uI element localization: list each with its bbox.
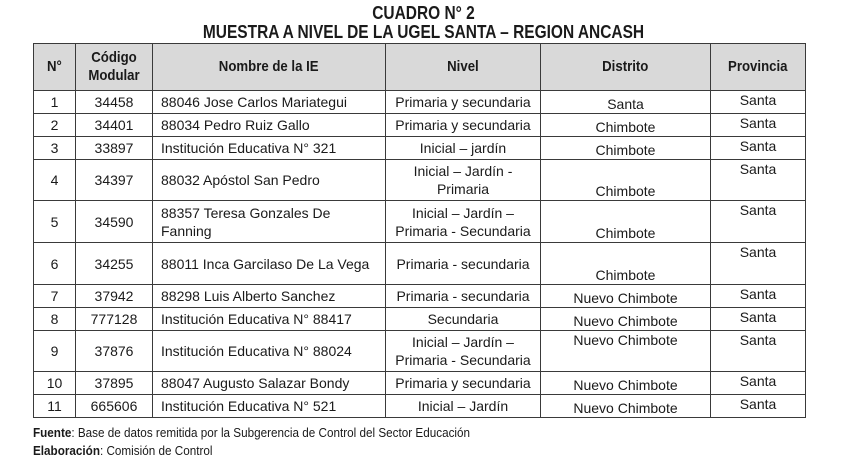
cell-nivel: Primaria - secundaria bbox=[386, 285, 541, 308]
cell-distrito: Nuevo Chimbote bbox=[541, 285, 711, 308]
cell-provincia: Santa bbox=[711, 285, 806, 308]
cell-codigo: 34401 bbox=[76, 114, 153, 137]
cell-provincia: Santa bbox=[711, 331, 806, 372]
cell-nombre: Institución Educativa N° 521 bbox=[153, 395, 386, 418]
cell-codigo: 37876 bbox=[76, 331, 153, 372]
cell-distrito: Chimbote bbox=[541, 160, 711, 201]
cell-nivel: Inicial – Jardín – Primaria - Secundaria bbox=[386, 201, 541, 243]
cell-n: 7 bbox=[34, 285, 76, 308]
cell-nombre: 88298 Luis Alberto Sanchez bbox=[153, 285, 386, 308]
prepared-by-text: : Comisión de Control bbox=[99, 443, 213, 458]
cell-codigo: 665606 bbox=[76, 395, 153, 418]
header-nombre: Nombre de la IE bbox=[153, 44, 386, 91]
cell-nivel: Inicial – Jardín – Primaria - Secundaria bbox=[386, 331, 541, 372]
cell-n: 8 bbox=[34, 308, 76, 331]
cell-codigo: 34458 bbox=[76, 91, 153, 114]
header-distrito: Distrito bbox=[541, 44, 711, 91]
cell-provincia: Santa bbox=[711, 201, 806, 243]
cell-distrito: Nuevo Chimbote bbox=[541, 372, 711, 395]
cell-n: 2 bbox=[34, 114, 76, 137]
source-label: Fuente bbox=[33, 425, 72, 440]
cell-n: 9 bbox=[34, 331, 76, 372]
prepared-by-note bbox=[33, 443, 232, 458]
cell-n: 5 bbox=[34, 201, 76, 243]
cell-codigo: 777128 bbox=[76, 308, 153, 331]
source-note bbox=[33, 425, 519, 440]
table-row bbox=[34, 331, 806, 372]
cell-nombre: Institución Educativa N° 88417 bbox=[153, 308, 386, 331]
cell-provincia: Santa bbox=[711, 137, 806, 160]
cell-distrito: Chimbote bbox=[541, 201, 711, 243]
cell-codigo: 33897 bbox=[76, 137, 153, 160]
table-row bbox=[34, 201, 806, 243]
header-nivel: Nivel bbox=[386, 44, 541, 91]
header-provincia: Provincia bbox=[711, 44, 806, 91]
cell-n: 1 bbox=[34, 91, 76, 114]
table-row bbox=[34, 372, 806, 395]
table-row bbox=[34, 160, 806, 201]
cell-distrito: Nuevo Chimbote bbox=[541, 395, 711, 418]
cell-provincia: Santa bbox=[711, 372, 806, 395]
cell-nivel: Secundaria bbox=[386, 308, 541, 331]
cell-distrito: Nuevo Chimbote bbox=[541, 331, 711, 372]
cell-provincia: Santa bbox=[711, 308, 806, 331]
cell-provincia: Santa bbox=[711, 160, 806, 201]
cell-nombre: Institución Educativa N° 88024 bbox=[153, 331, 386, 372]
cell-nivel: Primaria y secundaria bbox=[386, 91, 541, 114]
cell-nombre: 88011 Inca Garcilaso De La Vega bbox=[153, 243, 386, 285]
table-row bbox=[34, 395, 806, 418]
cell-codigo: 34590 bbox=[76, 201, 153, 243]
cell-nivel: Primaria - secundaria bbox=[386, 243, 541, 285]
cell-nivel: Primaria y secundaria bbox=[386, 372, 541, 395]
table-row bbox=[34, 91, 806, 114]
cell-codigo: 34255 bbox=[76, 243, 153, 285]
cell-n: 10 bbox=[34, 372, 76, 395]
cell-nivel: Inicial – Jardín bbox=[386, 395, 541, 418]
cell-distrito: Chimbote bbox=[541, 137, 711, 160]
cell-codigo: 34397 bbox=[76, 160, 153, 201]
table-header-row bbox=[34, 44, 806, 91]
cell-n: 11 bbox=[34, 395, 76, 418]
table-row bbox=[34, 243, 806, 285]
table-row bbox=[34, 285, 806, 308]
table-row bbox=[34, 114, 806, 137]
cell-distrito: Chimbote bbox=[541, 114, 711, 137]
cell-n: 3 bbox=[34, 137, 76, 160]
cell-n: 4 bbox=[34, 160, 76, 201]
cell-nombre: 88047 Augusto Salazar Bondy bbox=[153, 372, 386, 395]
cell-codigo: 37895 bbox=[76, 372, 153, 395]
table-subtitle: MUESTRA A NIVEL DE LA UGEL SANTA – REGION ANCASH bbox=[202, 22, 645, 42]
header-codigo: Código Modular bbox=[76, 44, 153, 91]
cell-nombre: 88357 Teresa Gonzales De Fanning bbox=[153, 201, 386, 243]
source-text: : Base de datos remitida por la Subgerencia de Control del Sector Educación bbox=[71, 425, 471, 440]
cell-distrito: Santa bbox=[541, 91, 711, 114]
prepared-by-label: Elaboración bbox=[33, 443, 100, 458]
cell-nivel: Inicial – jardín bbox=[386, 137, 541, 160]
cell-distrito: Nuevo Chimbote bbox=[541, 308, 711, 331]
cell-n: 6 bbox=[34, 243, 76, 285]
cell-provincia: Santa bbox=[711, 395, 806, 418]
cell-distrito: Chimbote bbox=[541, 243, 711, 285]
cell-provincia: Santa bbox=[711, 91, 806, 114]
cell-nivel: Inicial – Jardín - Primaria bbox=[386, 160, 541, 201]
cell-provincia: Santa bbox=[711, 114, 806, 137]
cell-provincia: Santa bbox=[711, 243, 806, 285]
table-row bbox=[34, 308, 806, 331]
cell-nivel: Primaria y secundaria bbox=[386, 114, 541, 137]
table-title: CUADRO N° 2 bbox=[372, 3, 475, 23]
cell-nombre: 88046 Jose Carlos Mariategui bbox=[153, 91, 386, 114]
cell-nombre: Institución Educativa N° 321 bbox=[153, 137, 386, 160]
cell-nombre: 88032 Apóstol San Pedro bbox=[153, 160, 386, 201]
cell-nombre: 88034 Pedro Ruiz Gallo bbox=[153, 114, 386, 137]
table-row bbox=[34, 137, 806, 160]
schools-table bbox=[33, 43, 806, 418]
cell-codigo: 37942 bbox=[76, 285, 153, 308]
header-n: N° bbox=[34, 44, 76, 91]
